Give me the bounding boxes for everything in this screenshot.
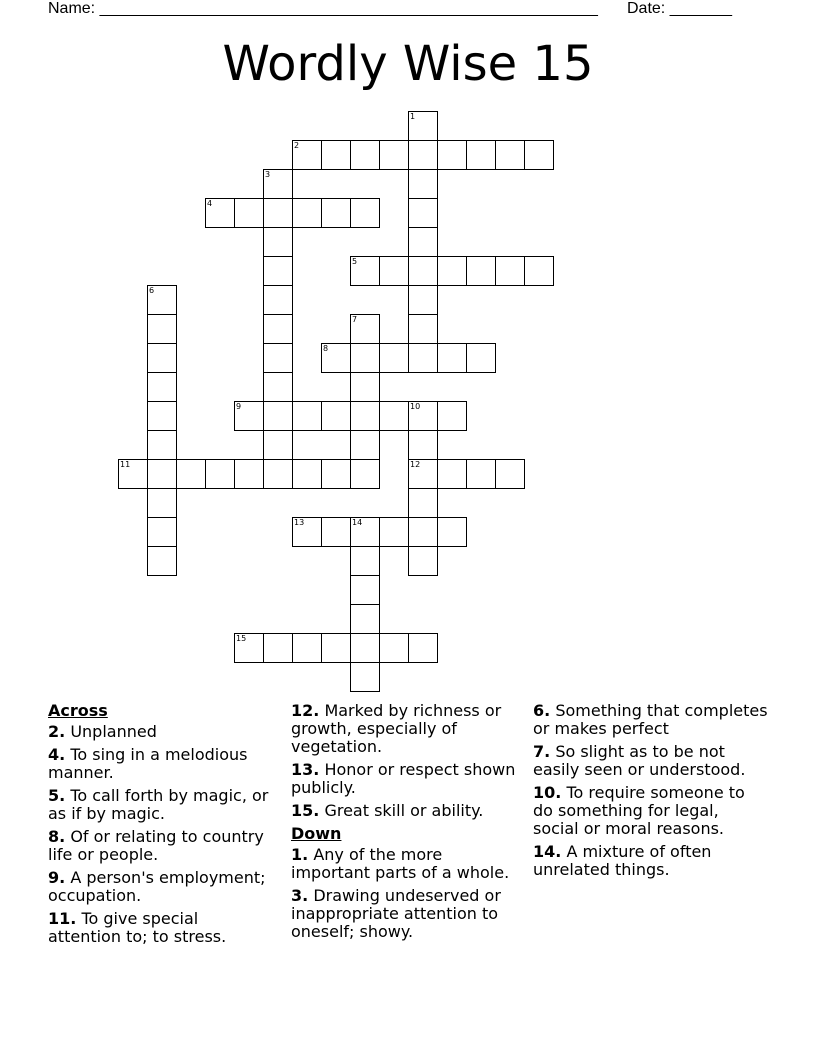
clue-number: 6 — [149, 286, 155, 295]
grid-cell[interactable] — [350, 459, 380, 489]
clue-down-3: 3. Drawing undeserved or inappropriate attention to oneself; showy. — [291, 886, 501, 941]
grid-cell[interactable] — [292, 517, 322, 547]
grid-cell[interactable] — [350, 430, 380, 460]
clue-column-1 — [48, 702, 273, 951]
grid-cell[interactable] — [408, 488, 438, 518]
grid-cell[interactable] — [350, 575, 380, 605]
grid-cell[interactable] — [437, 517, 467, 547]
grid-cell[interactable] — [263, 227, 293, 257]
grid-cell[interactable] — [321, 633, 351, 663]
grid-cell[interactable] — [263, 169, 293, 199]
grid-cell[interactable] — [408, 314, 438, 344]
grid-cell[interactable] — [408, 285, 438, 315]
grid-cell[interactable] — [263, 430, 293, 460]
grid-cell[interactable] — [263, 314, 293, 344]
grid-cell[interactable] — [466, 459, 496, 489]
grid-cell[interactable] — [263, 256, 293, 286]
grid-cell[interactable] — [437, 343, 467, 373]
clue-number: 11 — [120, 460, 131, 469]
clue-down-6: 6. Something that completes or makes perfect — [533, 701, 768, 738]
name-field[interactable]: Name: ________________________________________________________ — [48, 0, 598, 17]
grid-cell[interactable] — [466, 140, 496, 170]
grid-cell[interactable] — [263, 459, 293, 489]
grid-cell[interactable] — [437, 256, 467, 286]
clue-column-3 — [533, 702, 768, 884]
grid-cell[interactable] — [495, 140, 525, 170]
clue-across-15: 15. Great skill or ability. — [291, 801, 484, 820]
grid-cell[interactable] — [292, 198, 322, 228]
clue-number: 9 — [236, 402, 242, 411]
grid-cell[interactable] — [437, 459, 467, 489]
clue-number: 15 — [236, 634, 247, 643]
grid-cell[interactable] — [408, 343, 438, 373]
date-field[interactable]: Date: _______ — [627, 0, 732, 17]
clue-down-1: 1. Any of the more important parts of a whole. — [291, 845, 510, 882]
grid-cell[interactable] — [292, 633, 322, 663]
grid-cell[interactable] — [292, 459, 322, 489]
grid-cell[interactable] — [408, 633, 438, 663]
grid-cell[interactable] — [379, 256, 409, 286]
grid-cell[interactable] — [437, 401, 467, 431]
grid-cell[interactable] — [466, 256, 496, 286]
grid-cell[interactable] — [321, 140, 351, 170]
grid-cell[interactable] — [263, 285, 293, 315]
grid-cell[interactable] — [350, 662, 380, 692]
grid-cell[interactable] — [350, 198, 380, 228]
clue-across-11: 11. To give special attention to; to stress. — [48, 909, 227, 946]
grid-cell[interactable] — [408, 546, 438, 576]
grid-cell[interactable] — [234, 633, 264, 663]
clue-number: 13 — [294, 518, 305, 527]
grid-cell[interactable] — [408, 459, 438, 489]
clue-across-12: 12. Marked by richness or growth, especially of vegetation. — [291, 701, 502, 756]
grid-cell[interactable] — [379, 343, 409, 373]
clue-number: 1 — [410, 112, 416, 121]
grid-cell[interactable] — [495, 459, 525, 489]
grid-cell[interactable] — [408, 198, 438, 228]
clue-number: 4 — [207, 199, 213, 208]
grid-cell[interactable] — [234, 198, 264, 228]
grid-cell[interactable] — [263, 372, 293, 402]
clue-number: 14 — [352, 518, 363, 527]
grid-cell[interactable] — [147, 401, 177, 431]
grid-cell[interactable] — [379, 633, 409, 663]
grid-cell[interactable] — [321, 459, 351, 489]
clue-down-10: 10. To require someone to do something for legal, social or moral reasons. — [533, 783, 745, 838]
grid-cell[interactable] — [205, 459, 235, 489]
grid-cell[interactable] — [321, 401, 351, 431]
grid-cell[interactable] — [437, 140, 467, 170]
grid-cell[interactable] — [292, 140, 322, 170]
clue-down-7: 7. So slight as to be not easily seen or understood. — [533, 742, 746, 779]
clue-down-14: 14. A mixture of often unrelated things. — [533, 842, 712, 879]
grid-cell[interactable] — [379, 401, 409, 431]
clue-across-8: 8. Of or relating to country life or people. — [48, 827, 264, 864]
clue-number: 5 — [352, 257, 358, 266]
grid-cell[interactable] — [147, 285, 177, 315]
clue-number: 2 — [294, 141, 300, 150]
grid-cell[interactable] — [408, 169, 438, 199]
grid-cell[interactable] — [350, 140, 380, 170]
grid-cell[interactable] — [147, 488, 177, 518]
grid-cell[interactable] — [408, 517, 438, 547]
clue-across-4: 4. To sing in a melodious manner. — [48, 745, 248, 782]
grid-cell[interactable] — [321, 343, 351, 373]
grid-cell[interactable] — [234, 459, 264, 489]
grid-cell[interactable] — [350, 256, 380, 286]
grid-cell[interactable] — [408, 140, 438, 170]
grid-cell[interactable] — [147, 546, 177, 576]
page-title: Wordly Wise 15 — [222, 36, 594, 92]
grid-cell[interactable] — [350, 401, 380, 431]
grid-cell[interactable] — [379, 140, 409, 170]
grid-cell[interactable] — [495, 256, 525, 286]
clue-column-2 — [291, 702, 521, 946]
grid-cell[interactable] — [292, 401, 322, 431]
grid-cell[interactable] — [234, 401, 264, 431]
clue-across-5: 5. To call forth by magic, or as if by magic. — [48, 786, 269, 823]
grid-cell[interactable] — [350, 546, 380, 576]
clue-across-13: 13. Honor or respect shown publicly. — [291, 760, 516, 797]
clue-number: 7 — [352, 315, 358, 324]
grid-cell[interactable] — [176, 459, 206, 489]
grid-cell[interactable] — [350, 314, 380, 344]
grid-cell[interactable] — [263, 198, 293, 228]
grid-cell[interactable] — [408, 111, 438, 141]
clue-number: 10 — [410, 402, 421, 411]
grid-cell[interactable] — [147, 314, 177, 344]
header — [48, 0, 748, 20]
grid-cell[interactable] — [466, 343, 496, 373]
grid-cell[interactable] — [350, 372, 380, 402]
clue-number: 3 — [265, 170, 271, 179]
grid-cell[interactable] — [350, 517, 380, 547]
grid-cell[interactable] — [147, 430, 177, 460]
clue-across-9: 9. A person's employment; occupation. — [48, 868, 266, 905]
clue-across-2: 2. Unplanned — [48, 722, 157, 741]
grid-cell[interactable] — [379, 517, 409, 547]
grid-cell[interactable] — [350, 633, 380, 663]
grid-cell[interactable] — [147, 459, 177, 489]
grid-cell[interactable] — [147, 343, 177, 373]
grid-cell[interactable] — [408, 401, 438, 431]
grid-cell[interactable] — [408, 256, 438, 286]
grid-cell[interactable] — [205, 198, 235, 228]
grid-cell[interactable] — [350, 604, 380, 634]
grid-cell[interactable] — [118, 459, 148, 489]
grid-cell[interactable] — [321, 198, 351, 228]
grid-cell[interactable] — [524, 140, 554, 170]
clue-number: 12 — [410, 460, 421, 469]
grid-cell[interactable] — [524, 256, 554, 286]
grid-cell[interactable] — [263, 633, 293, 663]
grid-cell[interactable] — [408, 227, 438, 257]
clue-number: 8 — [323, 344, 329, 353]
grid-cell[interactable] — [147, 372, 177, 402]
grid-cell[interactable] — [263, 401, 293, 431]
grid-cell[interactable] — [263, 343, 293, 373]
grid-cell[interactable] — [147, 517, 177, 547]
grid-cell[interactable] — [321, 517, 351, 547]
grid-cell[interactable] — [408, 430, 438, 460]
down-heading: Down — [291, 824, 342, 843]
across-heading: Across — [48, 701, 108, 720]
grid-cell[interactable] — [350, 343, 380, 373]
